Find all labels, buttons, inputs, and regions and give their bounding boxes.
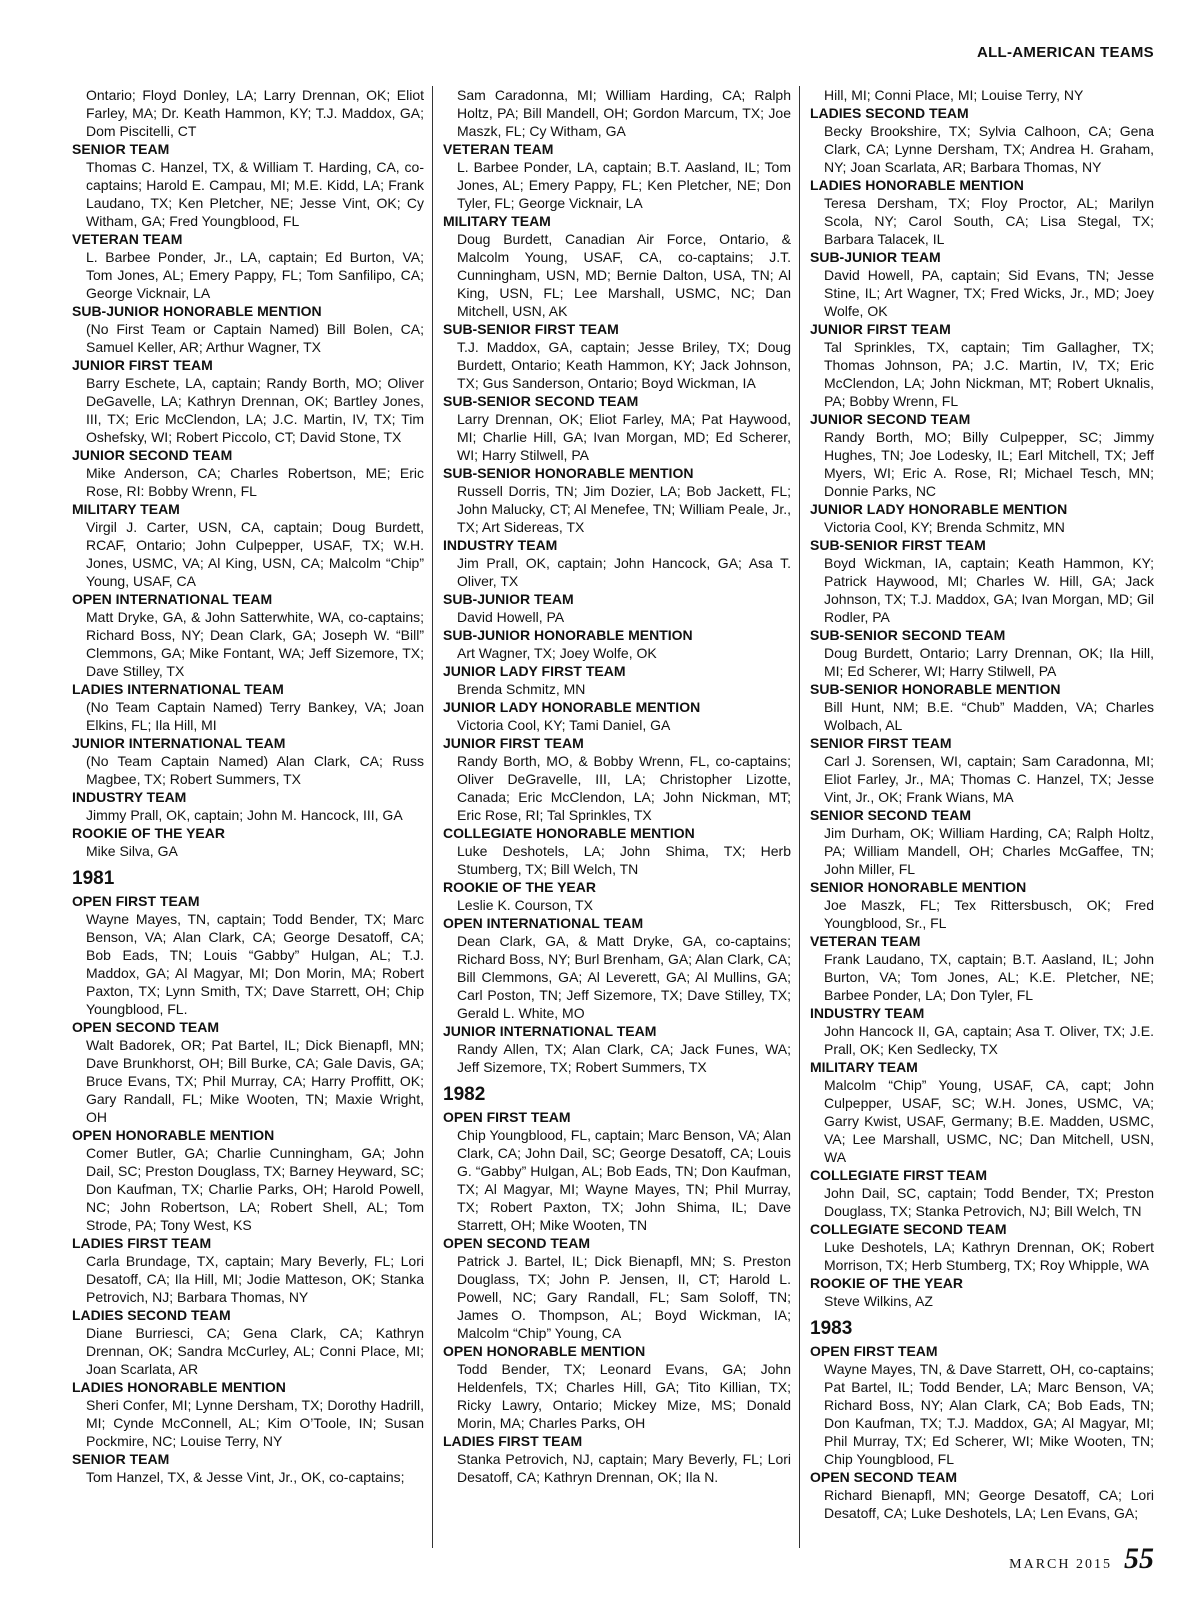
team-roster: T.J. Maddox, GA, captain; Jesse Briley, TX; Doug Burdett, Ontario; Keath Hammon, KY; Jack Johnson, TX; Gus Sanderson, Ontario; Boyd Wickman, IA (457, 339, 791, 391)
team-entry (72, 824, 424, 860)
team-entry (443, 626, 791, 662)
team-heading: ROOKIE OF THE YEAR (443, 879, 596, 895)
team-roster: Malcolm “Chip” Young, USAF, CA, capt; John Culpepper, USAF, SC; W.H. Jones, USMC, VA; Garry Kwist, USAF, Germany; B.E. Madden, USMC, VA; Lee Marshall, USMC, NC; Dan Mitchell, USN, WA (824, 1077, 1154, 1165)
team-entry (810, 1342, 1154, 1468)
team-entry (72, 446, 424, 500)
team-roster: L. Barbee Ponder, Jr., LA, captain; Ed Burton, VA; Tom Jones, AL; Emery Pappy, FL; Tom Sanfilipo, CA; George Vicknair, LA (86, 249, 424, 301)
team-roster: Leslie K. Courson, TX (457, 897, 593, 913)
team-roster: Larry Drennan, OK; Eliot Farley, MA; Pat Haywood, MI; Charlie Hill, GA; Ivan Morgan, MD; Ed Scherer, WI; Harry Stilwell, PA (457, 411, 791, 463)
team-entry (443, 734, 791, 824)
team-entry (810, 176, 1154, 248)
team-heading: SUB-JUNIOR TEAM (810, 249, 941, 265)
team-roster: Wayne Mayes, TN, & Dave Starrett, OH, co-captains; Pat Bartel, IL; Todd Bender, LA; Marc Benson, VA; Richard Boss, NY; Alan Clark, CA; Bob Eads, TN; Don Kaufman, TX; T.J. Maddox, GA; Al Magyar, MI; Phil Murray, TX; Ed Scherer, WI; Mike Wooten, TN; Chip Youngblood, FL (824, 1361, 1154, 1467)
team-entry (810, 104, 1154, 176)
team-entry (443, 878, 791, 914)
team-roster: Doug Burdett, Ontario; Larry Drennan, OK; Ila Hill, MI; Ed Scherer, WI; Harry Stilwell, PA (824, 645, 1154, 679)
team-heading: VETERAN TEAM (72, 231, 183, 247)
team-heading: JUNIOR SECOND TEAM (72, 447, 233, 463)
team-roster: Todd Bender, TX; Leonard Evans, GA; John Heldenfels, TX; Charles Hill, GA; Tito Killian, TX; Ricky Lawry, Ontario; Mickey Mize, MS; Donald Morin, MA; Charles Parks, OH (457, 1361, 791, 1431)
team-entry (72, 1018, 424, 1126)
team-entry (810, 410, 1154, 500)
team-heading: LADIES HONORABLE MENTION (72, 1379, 286, 1395)
team-roster: Walt Badorek, OR; Pat Bartel, IL; Dick Bienapfl, MN; Dave Brunkhorst, OH; Bill Burke, CA; Gale Davis, GA; Bruce Evans, TX; Phil Murray, CA; Harry Proffitt, OK; Gary Randall, FL; Mike Wooten, TN; Maxie Wright, OH (86, 1037, 424, 1125)
team-roster: David Howell, PA (457, 609, 565, 625)
year-heading: 1982 (443, 1084, 486, 1105)
team-entry (810, 1274, 1154, 1310)
team-roster: Victoria Cool, KY; Tami Daniel, GA (457, 717, 671, 733)
team-heading: OPEN FIRST TEAM (810, 1343, 938, 1359)
team-heading: JUNIOR SECOND TEAM (810, 411, 971, 427)
team-entry (443, 1234, 791, 1342)
team-entry (443, 320, 791, 392)
team-heading: OPEN FIRST TEAM (72, 893, 200, 909)
team-heading: JUNIOR LADY HONORABLE MENTION (810, 501, 1068, 517)
team-roster: Sam Caradonna, MI; William Harding, CA; Ralph Holtz, PA; Bill Mandell, OH; Gordon Marcum, TX; Joe Maszk, FL; Cy Witham, GA (457, 87, 791, 139)
team-roster: Luke Deshotels, LA; John Shima, TX; Herb Stumberg, TX; Bill Welch, TN (457, 843, 791, 877)
team-entry (443, 536, 791, 590)
running-head: ALL-AMERICAN TEAMS (976, 44, 1154, 61)
team-entry (72, 1234, 424, 1306)
team-entry (443, 1432, 791, 1486)
team-roster: L. Barbee Ponder, LA, captain; B.T. Aasland, IL; Tom Jones, AL; Emery Pappy, FL; Ken Pletcher, NE; Don Tyler, FL; George Vicknair, LA (457, 159, 791, 211)
team-roster: Tom Hanzel, TX, & Jesse Vint, Jr., OK, co-captains; (86, 1469, 405, 1485)
team-heading: JUNIOR LADY HONORABLE MENTION (443, 699, 701, 715)
team-entry (443, 140, 791, 212)
team-heading: JUNIOR FIRST TEAM (810, 321, 951, 337)
team-heading: COLLEGIATE FIRST TEAM (810, 1167, 988, 1183)
team-entry (810, 320, 1154, 410)
year-heading-block (72, 868, 424, 890)
team-roster: (No Team Captain Named) Terry Bankey, VA; Joan Elkins, FL; Ila Hill, MI (86, 699, 424, 733)
team-entry (72, 86, 424, 140)
team-entry (72, 680, 424, 734)
team-entry (443, 824, 791, 878)
team-heading: LADIES SECOND TEAM (72, 1307, 231, 1323)
column-1 (72, 86, 432, 1548)
team-entry (72, 230, 424, 302)
team-entry (810, 1004, 1154, 1058)
team-heading: OPEN INTERNATIONAL TEAM (443, 915, 644, 931)
team-heading: COLLEGIATE SECOND TEAM (810, 1221, 1007, 1237)
team-heading: SUB-JUNIOR HONORABLE MENTION (72, 303, 322, 319)
team-entry (443, 464, 791, 536)
team-entry (810, 626, 1154, 680)
team-roster: Brenda Schmitz, MN (457, 681, 586, 697)
article-columns (72, 86, 1154, 1548)
team-entry (810, 1058, 1154, 1166)
team-entry (443, 1342, 791, 1432)
team-roster: Dean Clark, GA, & Matt Dryke, GA, co-captains; Richard Boss, NY; Burl Brenham, GA; Alan Clark, CA; Bill Clemmons, GA; Al Leverett, GA; Al Mullins, GA; Carl Poston, TN; Jeff Sizemore, TX; Dave Stilley, TX; Gerald L. White, MO (457, 933, 791, 1021)
team-entry (443, 914, 791, 1022)
team-roster: Matt Dryke, GA, & John Satterwhite, WA, co-captains; Richard Boss, NY; Dean Clark, GA; Joseph W. “Bill” Clemmons, GA; Mike Fontant, WA; Jeff Sizemore, TX; Dave Stilley, TX (86, 609, 424, 679)
team-entry (72, 140, 424, 230)
team-entry (810, 680, 1154, 734)
year-heading-block (443, 1084, 791, 1106)
team-roster: Doug Burdett, Canadian Air Force, Ontario, & Malcolm Young, USAF, CA, co-captains; J.T. Cunningham, USN, MD; Bernie Dalton, USA, TN; Al King, USN, FL; Lee Marshall, USMC, NC; Dan Mitchell, USN, AK (457, 231, 791, 319)
team-heading: INDUSTRY TEAM (443, 537, 558, 553)
team-entry (810, 500, 1154, 536)
team-heading: SUB-SENIOR SECOND TEAM (810, 627, 1006, 643)
team-entry (443, 1108, 791, 1234)
team-entry (810, 806, 1154, 878)
team-entry (443, 212, 791, 320)
column-3 (799, 86, 1154, 1548)
team-roster: David Howell, PA, captain; Sid Evans, TN; Jesse Stine, IL; Art Wagner, TX; Fred Wicks, Jr., MD; Joey Wolfe, OK (824, 267, 1154, 319)
team-entry (72, 892, 424, 1018)
team-entry (810, 878, 1154, 932)
team-heading: SUB-SENIOR HONORABLE MENTION (810, 681, 1061, 697)
team-roster: Comer Butler, GA; Charlie Cunningham, GA; John Dail, SC; Preston Douglass, TX; Barney Heyward, SC; Don Kaufman, TX; Charlie Parks, OH; Harold Powell, NC; John Robertson, LA; Robert Shell, AL; Tom Strode, PA; Tony West, KS (86, 1145, 424, 1233)
team-entry (443, 590, 791, 626)
team-roster: Wayne Mayes, TN, captain; Todd Bender, TX; Marc Benson, VA; Alan Clark, CA; George Desatoff, CA; Bob Eads, TN; Louis “Gabby” Hulgan, AL; T.J. Maddox, GA; Al Magyar, MI; Don Morin, MA; Robert Paxton, TX; Lynn Smith, TX; Dave Starrett, OH; Chip Youngblood, FL. (86, 911, 424, 1017)
team-entry (443, 662, 791, 698)
team-heading: SUB-JUNIOR HONORABLE MENTION (443, 627, 693, 643)
team-entry (810, 536, 1154, 626)
team-roster: John Hancock II, GA, captain; Asa T. Oliver, TX; J.E. Prall, OK; Ken Sedlecky, TX (824, 1023, 1154, 1057)
team-roster: (No Team Captain Named) Alan Clark, CA; Russ Magbee, TX; Robert Summers, TX (86, 753, 424, 787)
team-heading: OPEN SECOND TEAM (443, 1235, 591, 1251)
issue-date: MARCH 2015 (1009, 1557, 1112, 1572)
team-roster: Jim Durham, OK; William Harding, CA; Ralph Holtz, PA; William Mandell, OH; Charles McGaffee, TN; John Miller, FL (824, 825, 1154, 877)
team-roster: Stanka Petrovich, NJ, captain; Mary Beverly, FL; Lori Desatoff, CA; Kathryn Drennan, OK; Ila N. (457, 1451, 791, 1485)
team-roster: Ontario; Floyd Donley, LA; Larry Drennan, OK; Eliot Farley, MA; Dr. Keath Hammon, KY; T.J. Maddox, GA; Dom Piscitelli, CT (86, 87, 424, 139)
team-roster: Carl J. Sorensen, WI, captain; Sam Caradonna, MI; Eliot Farley, Jr., MA; Thomas C. Hanzel, TX; Jesse Vint, Jr., OK; Frank Wians, MA (824, 753, 1154, 805)
team-heading: OPEN SECOND TEAM (810, 1469, 958, 1485)
team-heading: SENIOR FIRST TEAM (810, 735, 952, 751)
team-entry (72, 1378, 424, 1450)
team-roster: Randy Borth, MO, & Bobby Wrenn, FL, co-captains; Oliver DeGravelle, III, LA; Christopher Lizotte, Canada; Eric McClendon, LA; John Nickman, MT; Eric Rose, RI; Tal Sprinkles, TX (457, 753, 791, 823)
team-heading: MILITARY TEAM (72, 501, 180, 517)
team-roster: Jim Prall, OK, captain; John Hancock, GA; Asa T. Oliver, TX (457, 555, 791, 589)
team-roster: Carla Brundage, TX, captain; Mary Beverly, FL; Lori Desatoff, CA; Ila Hill, MI; Jodie Matteson, OK; Stanka Petrovich, NJ; Barbara Thomas, NY (86, 1253, 424, 1305)
team-roster: Chip Youngblood, FL, captain; Marc Benson, VA; Alan Clark, CA; John Dail, SC; George Desatoff, CA; Louis G. “Gabby” Hulgan, AL; Bob Eads, TN; Don Kaufman, TX; Al Magyar, MI; Wayne Mayes, TN; Phil Murray, TX; Robert Paxton, TX; John Shima, IL; Dave Starrett, OH; Mike Wooten, TN (457, 1127, 791, 1233)
team-entry (443, 698, 791, 734)
team-roster: Mike Anderson, CA; Charles Robertson, ME; Eric Rose, RI: Bobby Wrenn, FL (86, 465, 424, 499)
team-entry (72, 356, 424, 446)
team-roster: Jimmy Prall, OK, captain; John M. Hancock, III, GA (86, 807, 403, 823)
team-roster: Randy Borth, MO; Billy Culpepper, SC; Jimmy Hughes, TN; Joe Lodesky, IL; Earl Mitchell, TX; Jeff Myers, WI; Eric A. Rose, RI; Michael Tesch, MN; Donnie Parks, NC (824, 429, 1154, 499)
team-heading: INDUSTRY TEAM (72, 789, 187, 805)
team-entry (443, 392, 791, 464)
team-heading: LADIES INTERNATIONAL TEAM (72, 681, 284, 697)
team-entry (810, 1220, 1154, 1274)
column-2 (432, 86, 799, 1548)
team-entry (72, 302, 424, 356)
team-heading: SUB-JUNIOR TEAM (443, 591, 574, 607)
team-entry (810, 86, 1154, 104)
team-heading: LADIES FIRST TEAM (443, 1433, 583, 1449)
team-roster: Barry Eschete, LA, captain; Randy Borth, MO; Oliver DeGavelle, LA; Kathryn Drennan, OK; Bartley Jones, III, TX; Eric McClendon, LA; J.C. Martin, IV, TX; Tim Oshefsky, WI; Robert Piccolo, CT; David Stone, TX (86, 375, 424, 445)
team-entry (810, 1166, 1154, 1220)
team-roster: Steve Wilkins, AZ (824, 1293, 933, 1309)
team-entry (72, 1450, 424, 1486)
team-roster: Becky Brookshire, TX; Sylvia Calhoon, CA; Gena Clark, CA; Lynne Dersham, TX; Andrea H. Graham, NY; Joan Scarlata, AR; Barbara Thomas, NY (824, 123, 1154, 175)
team-heading: LADIES HONORABLE MENTION (810, 177, 1024, 193)
team-roster: Boyd Wickman, IA, captain; Keath Hammon, KY; Patrick Haywood, MI; Charles W. Hill, GA; Jack Johnson, TX; T.J. Maddox, GA; Ivan Morgan, MD; Gil Rodler, PA (824, 555, 1154, 625)
year-heading-block (810, 1318, 1154, 1340)
team-entry (810, 1468, 1154, 1522)
team-heading: SENIOR SECOND TEAM (810, 807, 972, 823)
team-roster: Russell Dorris, TN; Jim Dozier, LA; Bob Jackett, FL; John Malucky, CT; Al Menefee, TN; William Peale, Jr., TX; Art Sidereas, TX (457, 483, 791, 535)
team-heading: VETERAN TEAM (443, 141, 554, 157)
team-roster: Teresa Dersham, TX; Floy Proctor, AL; Marilyn Scola, NY; Carol South, CA; Lisa Stegal, TX; Barbara Talacek, IL (824, 195, 1154, 247)
team-heading: OPEN FIRST TEAM (443, 1109, 571, 1125)
team-roster: Bill Hunt, NM; B.E. “Chub” Madden, VA; Charles Wolbach, AL (824, 699, 1154, 733)
team-heading: MILITARY TEAM (810, 1059, 918, 1075)
team-roster: Richard Bienapfl, MN; George Desatoff, CA; Lori Desatoff, CA; Luke Deshotels, LA; Len Evans, GA; (824, 1487, 1154, 1521)
team-entry (443, 1022, 791, 1076)
team-heading: SUB-SENIOR FIRST TEAM (443, 321, 619, 337)
team-heading: MILITARY TEAM (443, 213, 551, 229)
team-roster: (No First Team or Captain Named) Bill Bolen, CA; Samuel Keller, AR; Arthur Wagner, TX (86, 321, 424, 355)
team-heading: SUB-SENIOR FIRST TEAM (810, 537, 986, 553)
team-heading: INDUSTRY TEAM (810, 1005, 925, 1021)
team-heading: ROOKIE OF THE YEAR (810, 1275, 963, 1291)
team-entry (810, 248, 1154, 320)
team-heading: SUB-SENIOR SECOND TEAM (443, 393, 639, 409)
team-heading: OPEN HONORABLE MENTION (72, 1127, 275, 1143)
team-heading: SENIOR TEAM (72, 1451, 170, 1467)
year-heading: 1981 (72, 868, 115, 889)
team-heading: OPEN HONORABLE MENTION (443, 1343, 646, 1359)
team-roster: Randy Allen, TX; Alan Clark, CA; Jack Funes, WA; Jeff Sizemore, TX; Robert Summers, TX (457, 1041, 791, 1075)
team-heading: ROOKIE OF THE YEAR (72, 825, 225, 841)
page-number: 55 (1124, 1542, 1154, 1575)
team-heading: LADIES SECOND TEAM (810, 105, 969, 121)
team-entry (443, 86, 791, 140)
team-entry (72, 1306, 424, 1378)
team-entry (72, 1126, 424, 1234)
team-roster: Luke Deshotels, LA; Kathryn Drennan, OK; Robert Morrison, TX; Herb Stumberg, TX; Roy Whipple, WA (824, 1239, 1154, 1273)
team-heading: JUNIOR LADY FIRST TEAM (443, 663, 626, 679)
team-entry (72, 500, 424, 590)
team-heading: SENIOR HONORABLE MENTION (810, 879, 1027, 895)
team-heading: SUB-SENIOR HONORABLE MENTION (443, 465, 694, 481)
team-roster: Diane Burriesci, CA; Gena Clark, CA; Kathryn Drennan, OK; Sandra McCurley, AL; Conni Place, MI; Joan Scarlata, AR (86, 1325, 424, 1377)
team-entry (72, 590, 424, 680)
team-roster: Patrick J. Bartel, IL; Dick Bienapfl, MN; S. Preston Douglass, TX; John P. Jensen, II, CT; Harold L. Powell, NC; Gary Randall, FL; Sam Soloff, TN; James O. Thompson, AL; Boyd Wickman, IA; Malcolm “Chip” Young, CA (457, 1253, 791, 1341)
team-heading: JUNIOR FIRST TEAM (72, 357, 213, 373)
team-roster: Joe Maszk, FL; Tex Rittersbusch, OK; Fred Youngblood, Sr., FL (824, 897, 1154, 931)
team-heading: JUNIOR INTERNATIONAL TEAM (443, 1023, 657, 1039)
team-roster: Frank Laudano, TX, captain; B.T. Aasland, IL; John Burton, VA; Tom Jones, AL; K.E. Pletcher, NE; Barbee Ponder, LA; Don Tyler, FL (824, 951, 1154, 1003)
team-heading: OPEN INTERNATIONAL TEAM (72, 591, 273, 607)
team-roster: Virgil J. Carter, USN, CA, captain; Doug Burdett, RCAF, Ontario; John Culpepper, USAF, TX; W.H. Jones, USMC, VA; Al King, USN, CA; Malcolm “Chip” Young, USAF, CA (86, 519, 424, 589)
team-heading: VETERAN TEAM (810, 933, 921, 949)
team-entry (72, 788, 424, 824)
team-roster: Thomas C. Hanzel, TX, & William T. Harding, CA, co-captains; Harold E. Campau, MI; M.E. Kidd, LA; Frank Laudano, TX; Ken Pletcher, NE; Jesse Vint, OK; Cy Witham, GA; Fred Youngblood, FL (86, 159, 424, 229)
team-roster: John Dail, SC, captain; Todd Bender, TX; Preston Douglass, TX; Stanka Petrovich, NJ; Bill Welch, TN (824, 1185, 1154, 1219)
team-roster: Sheri Confer, MI; Lynne Dersham, TX; Dorothy Hadrill, MI; Cynde McConnell, AL; Kim O’Toole, IN; Susan Pockmire, NC; Louise Terry, NY (86, 1397, 424, 1449)
team-heading: JUNIOR FIRST TEAM (443, 735, 584, 751)
team-heading: SENIOR TEAM (72, 141, 170, 157)
year-heading: 1983 (810, 1318, 853, 1339)
team-entry (810, 734, 1154, 806)
team-entry (72, 734, 424, 788)
team-heading: JUNIOR INTERNATIONAL TEAM (72, 735, 286, 751)
team-roster: Art Wagner, TX; Joey Wolfe, OK (457, 645, 657, 661)
page-folio (1009, 1542, 1154, 1576)
team-roster: Mike Silva, GA (86, 843, 178, 859)
team-heading: COLLEGIATE HONORABLE MENTION (443, 825, 695, 841)
team-roster: Hill, MI; Conni Place, MI; Louise Terry, NY (824, 87, 1084, 103)
team-roster: Tal Sprinkles, TX, captain; Tim Gallagher, TX; Thomas Johnson, PA; J.C. Martin, IV, TX; Eric McClendon, LA; John Nickman, MT; Robert Uknalis, PA; Bobby Wrenn, FL (824, 339, 1154, 409)
team-heading: LADIES FIRST TEAM (72, 1235, 212, 1251)
team-roster: Victoria Cool, KY; Brenda Schmitz, MN (824, 519, 1065, 535)
team-heading: OPEN SECOND TEAM (72, 1019, 220, 1035)
team-entry (810, 932, 1154, 1004)
